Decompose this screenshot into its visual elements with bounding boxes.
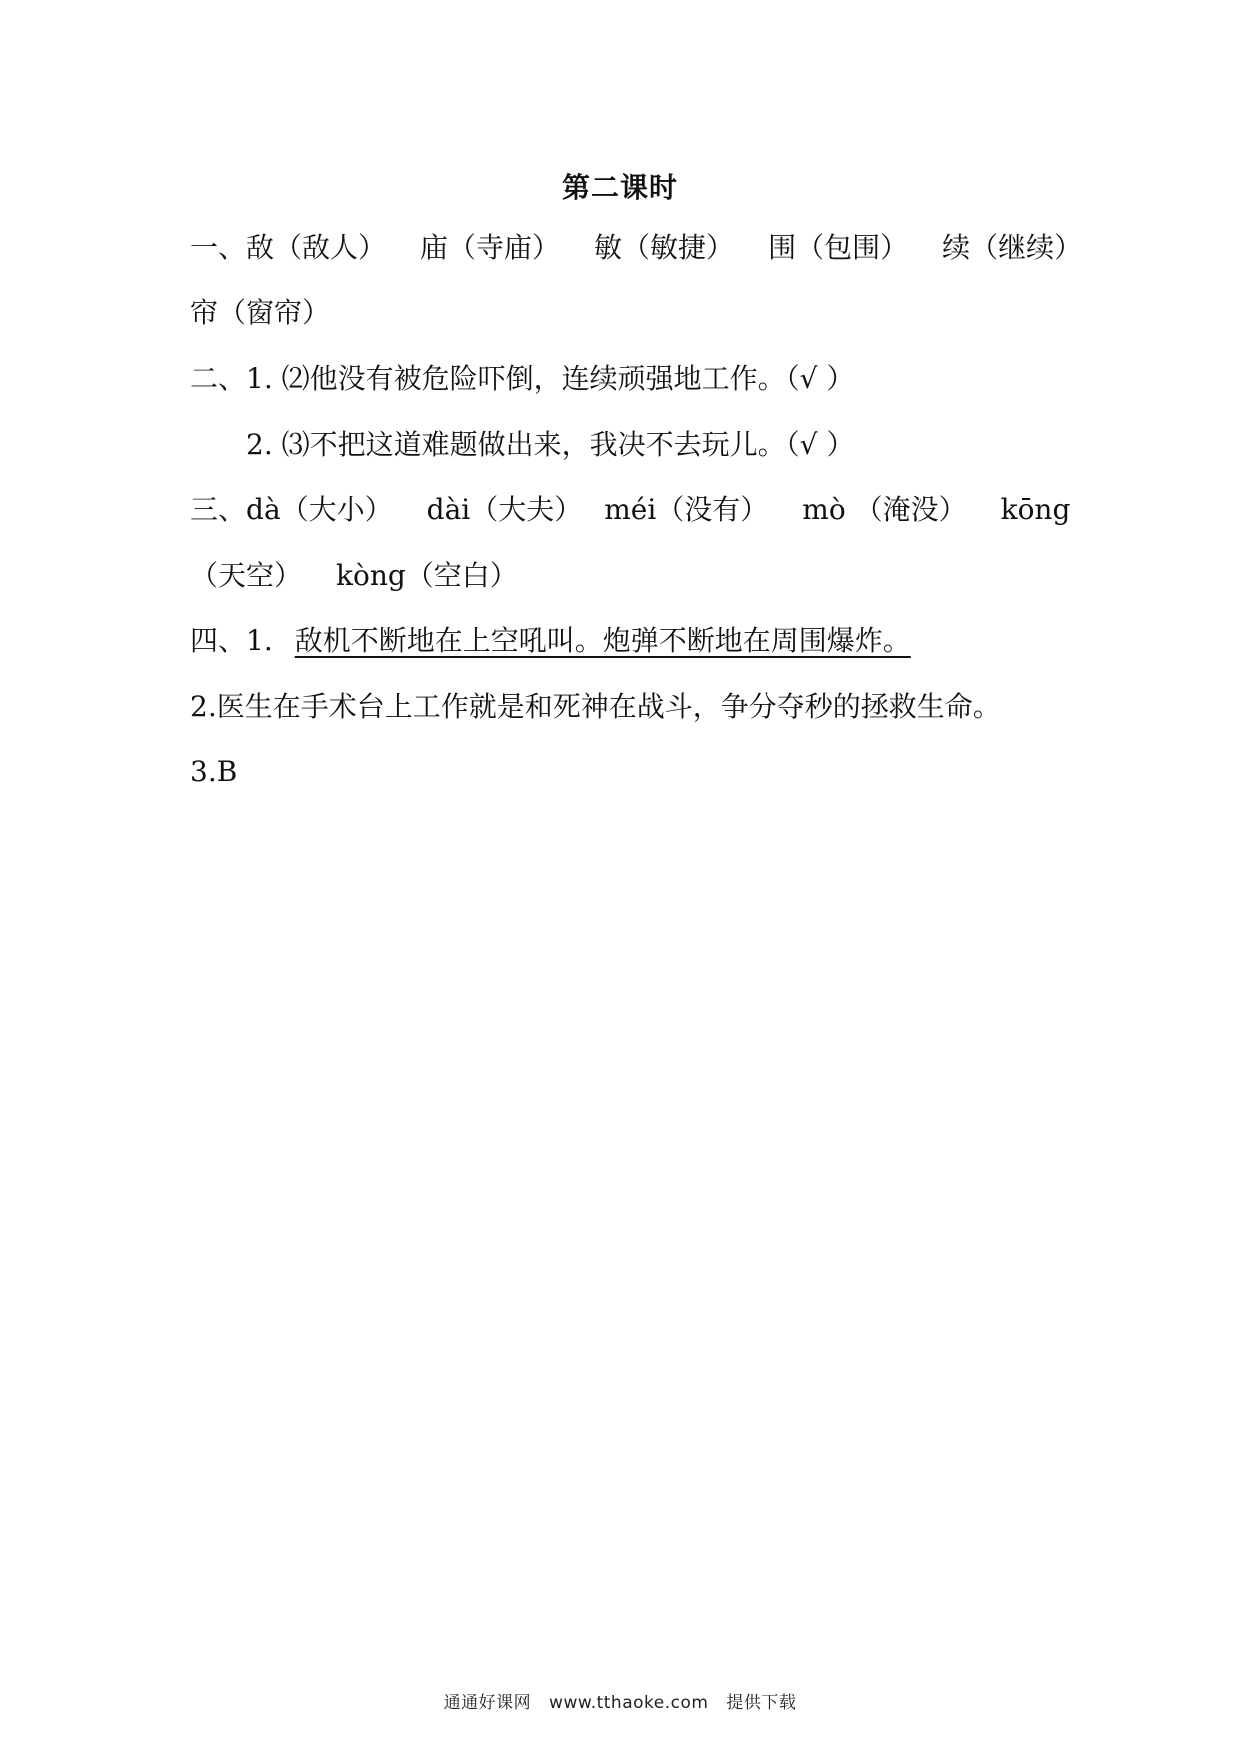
section-3-item: dà（大小） xyxy=(246,493,393,526)
section-2-answer: 2. ⑶不把这道难题做出来，我决不去玩儿。（√ ） xyxy=(246,428,855,461)
section-1-item: 围（包围） xyxy=(768,231,909,264)
section-2-answer: 1. ⑵他没有被危险吓倒，连续顽强地工作。（√ ） xyxy=(246,362,855,395)
section-3-line-1 xyxy=(190,492,1070,528)
section-4-item-2-answer: 2.医生在手术台上工作就是和死神在战斗，争分夺秒的拯救生命。 xyxy=(190,690,1001,723)
section-1-item: 敏（敏捷） xyxy=(594,231,735,264)
section-1-item: 庙（寺庙） xyxy=(420,231,561,264)
section-3-item: méi（没有） xyxy=(604,493,769,526)
section-2-line-1 xyxy=(190,361,854,397)
section-1-label: 一、 xyxy=(190,231,247,264)
page-footer xyxy=(0,1688,1240,1713)
page-title: 第二课时 xyxy=(561,171,678,204)
footer-url[interactable]: www.tthaoke.com xyxy=(549,1693,709,1713)
section-1-item: 续（继续） xyxy=(942,231,1083,264)
section-3-line-2 xyxy=(190,558,518,594)
section-4-label: 四、 xyxy=(190,624,247,657)
section-1-line-2 xyxy=(190,295,330,331)
section-3-item: mò （淹没） xyxy=(802,493,967,526)
section-3-label: 三、 xyxy=(190,493,247,526)
footer-suffix: 提供下载 xyxy=(726,1693,797,1713)
section-4-line-1 xyxy=(190,623,911,659)
section-4-line-2 xyxy=(190,689,1001,725)
section-4-item-1-answer: 敌机不断地在上空吼叫。炮弹不断地在周围爆炸。 xyxy=(294,624,911,657)
section-3-item: kōng xyxy=(1000,493,1071,526)
section-4-line-3 xyxy=(190,754,237,790)
section-4-item-1-number: 1. xyxy=(246,624,273,657)
section-2-line-2 xyxy=(246,427,854,463)
section-1-item: 敌（敌人） xyxy=(246,231,387,264)
section-3-item: （天空） xyxy=(190,559,303,592)
section-3-item: kòng（空白） xyxy=(336,559,518,592)
section-3-item: dài（大夫） xyxy=(426,493,583,526)
footer-site-name: 通通好课网 xyxy=(443,1693,532,1713)
section-1-line-1 xyxy=(190,230,1082,266)
section-2-label: 二、 xyxy=(190,362,247,395)
section-4-item-3-answer: 3.B xyxy=(190,755,238,788)
section-1-item: 帘（窗帘） xyxy=(190,296,331,329)
